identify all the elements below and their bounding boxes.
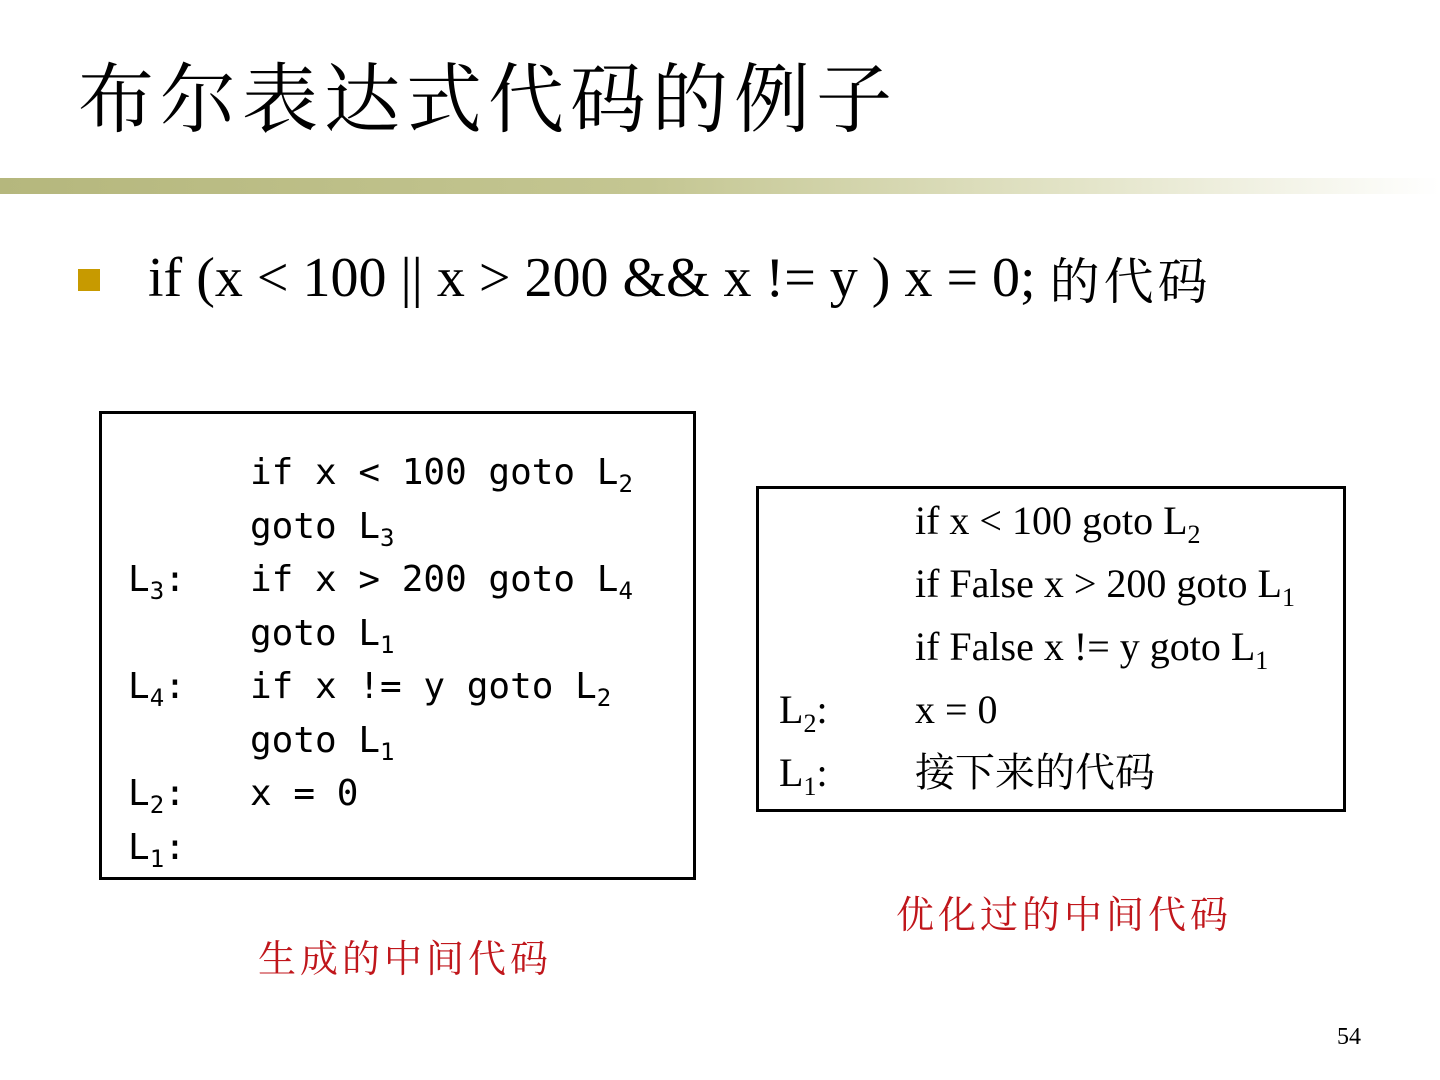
code-line <box>250 767 633 821</box>
code-line-label <box>128 767 186 821</box>
label-text: L <box>128 559 150 600</box>
label-text: L <box>779 687 804 732</box>
code-line <box>250 714 633 768</box>
code-text: if x > 200 goto L <box>250 559 619 600</box>
code-text: 接下来的代码 <box>915 750 1155 796</box>
code-line-label <box>128 500 186 554</box>
label-text: L <box>128 666 150 707</box>
bullet-code-text: if (x < 100 || x > 200 && x != y ) x = 0; <box>148 247 1036 309</box>
label-subscript: 1 <box>803 772 817 801</box>
code-text: goto L <box>250 612 381 654</box>
label-text: L <box>128 826 150 868</box>
code-line <box>250 607 633 661</box>
code-text: goto L <box>250 719 381 761</box>
code-subscript: 3 <box>380 523 395 552</box>
code-line-label <box>779 678 828 741</box>
code-subscript: 4 <box>618 577 633 605</box>
bullet-suffix-text: 的代码 <box>1049 253 1212 311</box>
label-subscript: 2 <box>803 709 817 738</box>
code-line <box>250 553 633 607</box>
generated-code-caption: 生成的中间代码 <box>258 937 553 981</box>
optimized-code-box <box>756 486 1346 812</box>
label-subscript: 4 <box>149 684 165 712</box>
code-line <box>915 489 1295 552</box>
label-colon: : <box>816 687 828 732</box>
label-text: L <box>779 750 804 795</box>
page-number: 54 <box>1337 1024 1361 1050</box>
code-line-label <box>779 615 828 678</box>
optimized-code-lines <box>915 489 1295 804</box>
code-line-label <box>128 714 186 768</box>
code-line-label <box>128 607 186 661</box>
code-line-label <box>779 552 828 615</box>
optimized-code-labels <box>779 489 828 804</box>
code-subscript: 2 <box>596 684 612 712</box>
label-subscript: 3 <box>149 577 165 605</box>
generated-code-lines <box>250 446 633 874</box>
label-colon: : <box>164 666 186 707</box>
bullet-item <box>78 246 1212 310</box>
code-line-label <box>128 821 186 875</box>
code-text: goto L <box>250 505 381 547</box>
code-text: x = 0 <box>915 687 998 732</box>
code-subscript: 1 <box>1281 583 1295 612</box>
title-underline-bar <box>0 178 1440 194</box>
code-line <box>915 678 1295 741</box>
optimized-code-caption: 优化过的中间代码 <box>896 893 1233 937</box>
code-line <box>915 552 1295 615</box>
bullet-square-icon <box>78 269 100 291</box>
code-line <box>915 741 1295 804</box>
code-line <box>915 615 1295 678</box>
code-text: if False x > 200 goto L <box>915 561 1282 606</box>
code-line <box>250 446 633 500</box>
code-line <box>250 660 633 714</box>
code-subscript: 2 <box>618 470 633 498</box>
code-subscript: 1 <box>380 737 395 766</box>
code-line-label <box>128 660 186 714</box>
code-text: if False x != y goto L <box>915 624 1256 669</box>
code-text: x = 0 <box>250 773 359 814</box>
code-line-label <box>128 446 186 500</box>
code-line-label <box>779 489 828 552</box>
label-colon: : <box>164 826 186 868</box>
label-colon: : <box>816 750 828 795</box>
label-subscript: 1 <box>149 844 165 873</box>
code-subscript: 1 <box>380 630 395 659</box>
code-line-label <box>779 741 828 804</box>
label-subscript: 2 <box>149 791 165 819</box>
code-text: if x != y goto L <box>250 666 597 707</box>
code-text: if x < 100 goto L <box>250 452 619 493</box>
slide-title: 布尔表达式代码的例子 <box>78 55 898 144</box>
code-line <box>250 821 633 875</box>
label-colon: : <box>164 773 186 814</box>
generated-code-box <box>99 411 696 880</box>
label-colon: : <box>164 559 186 600</box>
code-subscript: 2 <box>1187 520 1201 549</box>
generated-code-labels <box>128 446 186 874</box>
code-line-label <box>128 553 186 607</box>
code-line <box>250 500 633 554</box>
code-subscript: 1 <box>1255 646 1269 675</box>
code-text: if x < 100 goto L <box>915 498 1188 543</box>
label-text: L <box>128 773 150 814</box>
